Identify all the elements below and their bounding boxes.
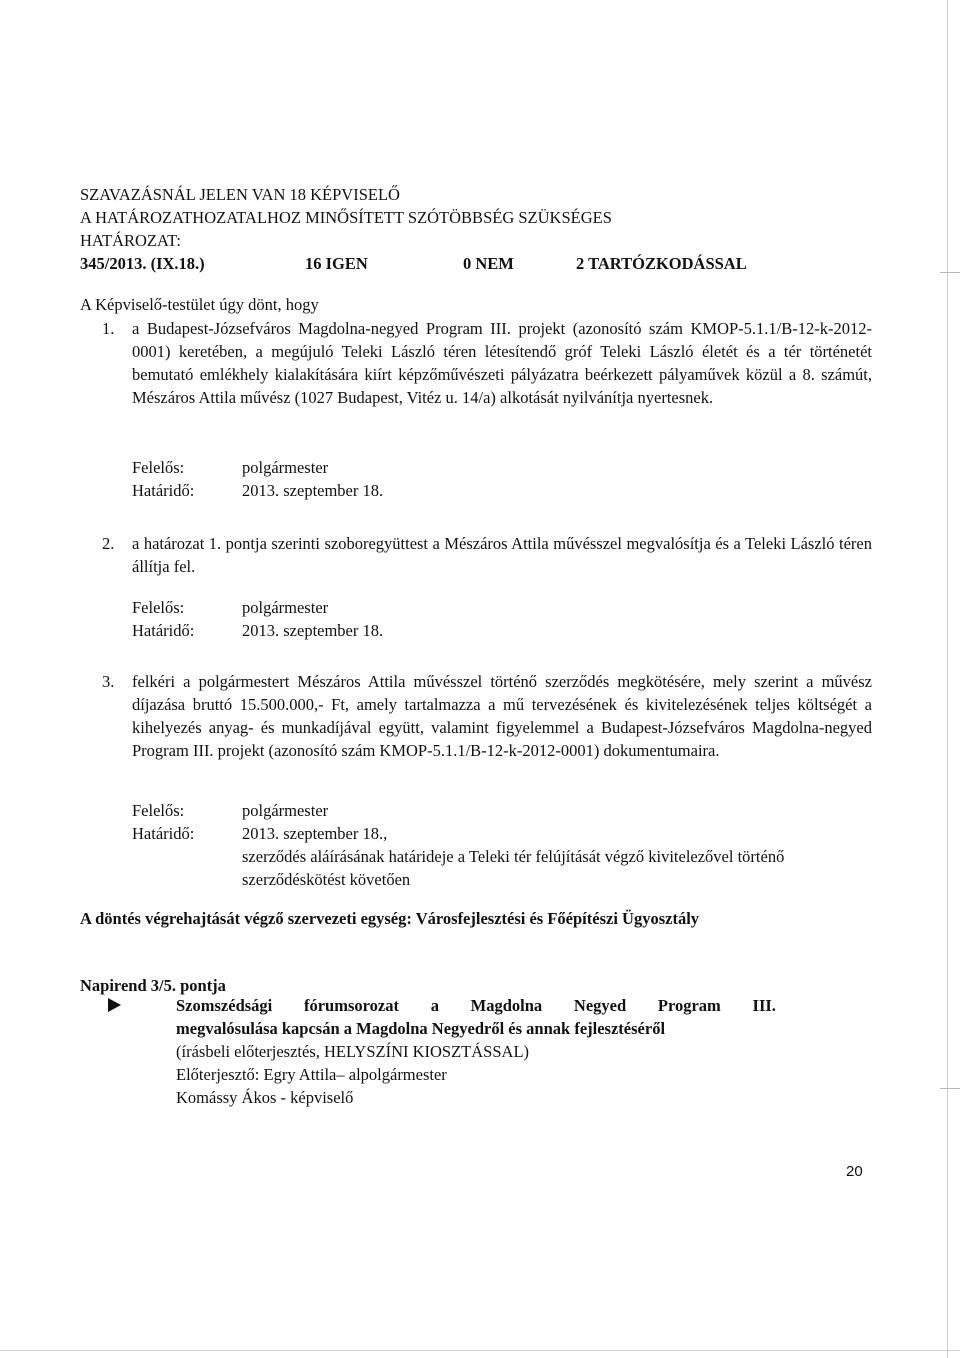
scan-edge-mark bbox=[940, 272, 960, 273]
resolution-item-2 bbox=[102, 532, 872, 578]
attendance-line: SZAVAZÁSNÁL JELEN VAN 18 KÉPVISELŐ bbox=[80, 185, 400, 204]
vote-no: 0 NEM bbox=[463, 254, 514, 273]
item-2-responsibility bbox=[132, 596, 872, 642]
subject-word: a bbox=[430, 996, 439, 1015]
agenda-subject-line-2: megvalósulása kapcsán a Magdolna Negyedről és annak fejlesztéséről bbox=[176, 1019, 666, 1038]
responsible-label: Felelős: bbox=[132, 598, 185, 617]
item-number: 2. bbox=[102, 534, 115, 553]
subject-word: fórumsorozat bbox=[303, 996, 399, 1015]
subject-word: Szomszédsági bbox=[176, 996, 273, 1015]
item-1-responsibility bbox=[132, 456, 872, 502]
subject-word: Program bbox=[657, 996, 721, 1015]
deadline-extra: szerződés aláírásának határideje a Teleki tér felújítását végző kivitelezővel történő szerződéskötést követően bbox=[242, 847, 785, 889]
scan-edge-mark bbox=[940, 1088, 960, 1089]
responsible-label: Felelős: bbox=[132, 801, 185, 820]
resolution-item-3 bbox=[102, 670, 872, 762]
resolution-label: HATÁROZAT: bbox=[80, 231, 181, 250]
agenda-title: Napirend 3/5. pontja bbox=[80, 976, 226, 995]
vote-yes: 16 IGEN bbox=[305, 254, 368, 273]
deadline-value: 2013. szeptember 18., bbox=[242, 824, 388, 843]
item-3-responsibility bbox=[132, 799, 872, 891]
responsible-value: polgármester bbox=[242, 458, 329, 477]
responsible-value: polgármester bbox=[242, 598, 329, 617]
resolution-item-1 bbox=[102, 317, 872, 409]
executing-unit: A döntés végrehajtását végző szervezeti egység: Városfejlesztési és Főépítészi Ügyosztály bbox=[80, 909, 700, 928]
page-number: 20 bbox=[846, 1163, 863, 1180]
item-number: 3. bbox=[102, 672, 115, 691]
item-text: a határozat 1. pontja szerinti szoboregyüttest a Mészáros Attila művésszel megvalósítja és a Teleki László téren állítja fel. bbox=[132, 534, 872, 576]
agenda-subject-line-1 bbox=[176, 994, 776, 1017]
deadline-label: Határidő: bbox=[132, 481, 195, 500]
deadline-value: 2013. szeptember 18. bbox=[242, 621, 384, 640]
agenda-item bbox=[176, 994, 776, 1109]
agenda-note: (írásbeli előterjesztés, HELYSZÍNI KIOSZTÁSSAL) bbox=[176, 1042, 530, 1061]
resolution-number: 345/2013. (IX.18.) bbox=[80, 254, 205, 273]
deadline-label: Határidő: bbox=[132, 824, 195, 843]
vote-header bbox=[80, 183, 900, 275]
agenda-presenter: Előterjesztő: Egry Attila– alpolgármester bbox=[176, 1065, 447, 1084]
intro-text: A Képviselő-testület úgy dönt, hogy bbox=[80, 295, 319, 314]
vote-abstain: 2 TARTÓZKODÁSSAL bbox=[576, 254, 747, 273]
subject-word: Negyed bbox=[573, 996, 627, 1015]
item-number: 1. bbox=[102, 319, 115, 338]
item-text: a Budapest-Józsefváros Magdolna-negyed Program III. projekt (azonosító szám KMOP-5.1.1/B-12-k-2012-0001) keretében, a megújuló Teleki László téren létesítendő gróf Teleki László életét és a tér történetét bemutató emlékhely kialakítására kiírt képzőművészeti pályázatra beérkezett pályaművek közül a 8. számút, Mészáros Attila művész (1027 Budapest, Vitéz u. 14/a) alkotását nyilvánítja nyertesnek. bbox=[132, 319, 872, 407]
deadline-value: 2013. szeptember 18. bbox=[242, 481, 384, 500]
responsible-value: polgármester bbox=[242, 801, 329, 820]
vote-result-row bbox=[80, 252, 900, 275]
item-text: felkéri a polgármestert Mészáros Attila művésszel történő szerződés megkötésére, mely szerint a művész díjazása bruttó 15.500.000,- Ft, amely tartalmazza a mű tervezésének és kivitelezésének teljes költségét a kihelyezés anyag- és munkadíjával együtt, valamint figyelemmel a Budapest-Józsefváros Magdolna-negyed Program III. projekt (azonosító szám KMOP-5.1.1/B-12-k-2012-0001) dokumentumaira. bbox=[132, 672, 872, 760]
scan-bottom-line bbox=[0, 1350, 960, 1351]
agenda-member: Komássy Ákos - képviselő bbox=[176, 1088, 354, 1107]
responsible-label: Felelős: bbox=[132, 458, 185, 477]
deadline-label: Határidő: bbox=[132, 621, 195, 640]
subject-word: Magdolna bbox=[470, 996, 543, 1015]
scan-edge-line bbox=[947, 0, 948, 1358]
subject-word: III. bbox=[752, 996, 776, 1015]
majority-line: A HATÁROZATHOZATALHOZ MINŐSÍTETT SZÓTÖBBSÉG SZÜKSÉGES bbox=[80, 208, 612, 227]
bullet-arrow-icon bbox=[108, 998, 121, 1012]
